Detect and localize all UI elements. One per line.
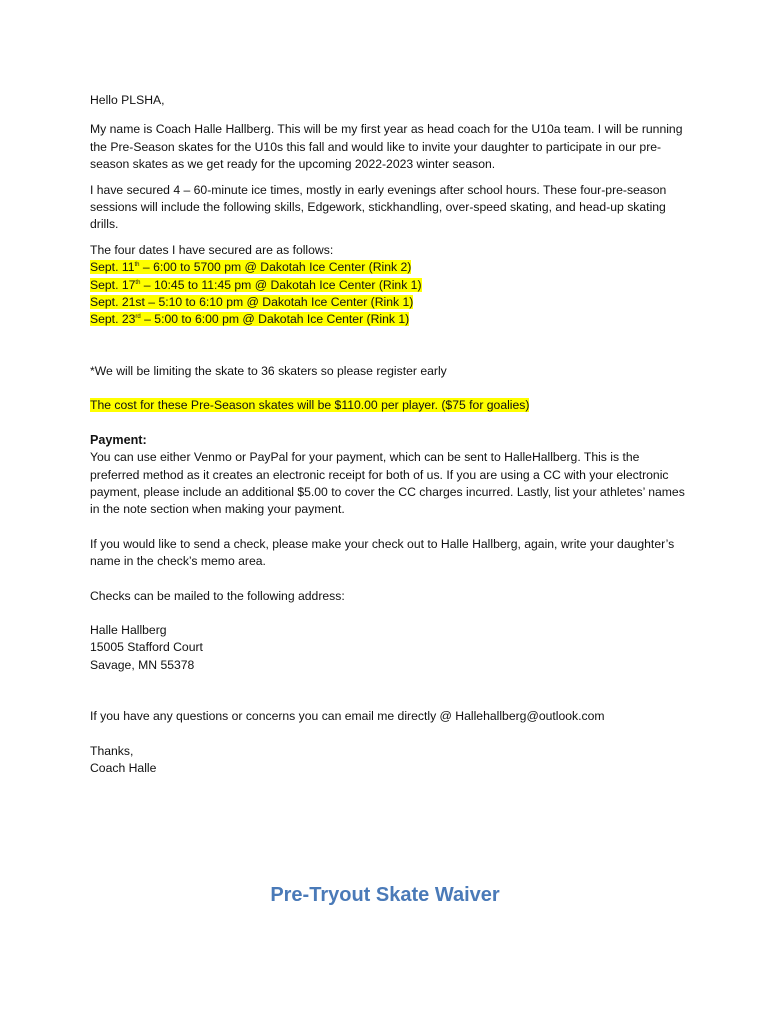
- dates-list: [90, 259, 690, 329]
- greeting: Hello PLSHA,: [90, 93, 165, 107]
- payment-heading: Payment:: [90, 432, 147, 447]
- signature: Coach Halle: [90, 760, 157, 775]
- date-item: [90, 259, 690, 276]
- intro-paragraph: My name is Coach Halle Hallberg. This will be my first year as head coach for the U10a team. I will be running the Pre-Season skates for the U10s this fall and would like to invite your daughter to participate in our pre-season skates as we get ready for the upcoming 2022-2023 winter season.: [90, 122, 683, 172]
- date-detail: – 10:45 to 11:45 pm @ Dakotah Ice Center (Rink 1): [140, 277, 422, 292]
- spacer: [90, 605, 690, 622]
- spacer: [90, 571, 690, 588]
- contact-line: If you have any questions or concerns you can email me directly @ Hallehallberg@outlook.com: [90, 709, 605, 724]
- letter-body: [90, 92, 690, 777]
- mailing-address: [90, 622, 690, 674]
- date-detail: – 6:00 to 5700 pm @ Dakotah Ice Center (Rink 2): [139, 260, 412, 275]
- dates-heading: The four dates I have secured are as follows:: [90, 242, 334, 257]
- ice-times-paragraph: I have secured 4 – 60-minute ice times, mostly in early evenings after school hours. These four-pre-season sessions will include the following skills, Edgework, stickhandling, over-speed skating, and head-up skating drills.: [90, 182, 667, 232]
- mail-heading: Checks can be mailed to the following address:: [90, 588, 345, 603]
- spacer: [90, 329, 690, 363]
- date-day: Sept. 23: [90, 312, 136, 327]
- date-day: Sept. 11: [90, 260, 135, 275]
- date-item: [90, 277, 690, 294]
- spacer: [90, 380, 690, 397]
- spacer: [90, 674, 690, 708]
- address-name: Halle Hallberg: [90, 622, 167, 637]
- date-day: Sept. 17: [90, 277, 136, 292]
- date-suffix: th: [135, 279, 141, 286]
- date-item: [90, 311, 690, 328]
- date-suffix: th: [134, 262, 140, 269]
- limit-note: *We will be limiting the skate to 36 skaters so please register early: [90, 363, 447, 378]
- signoff: Thanks,: [90, 743, 134, 758]
- address-street: 15005 Stafford Court: [90, 640, 203, 655]
- date-item: [90, 294, 690, 311]
- date-suffix: rd: [135, 314, 141, 321]
- waiver-title: Pre-Tryout Skate Waiver: [270, 884, 500, 906]
- date-detail: – 5:10 to 6:10 pm @ Dakotah Ice Center (Rink 1): [144, 295, 414, 310]
- date-detail: – 5:00 to 6:00 pm @ Dakotah Ice Center (Rink 1): [140, 312, 410, 327]
- payment-paragraph: You can use either Venmo or PayPal for your payment, which can be sent to HalleHallberg. This is the preferred method as it creates an electronic receipt for both of us. If you are using a CC with your electronic payment, please include an additional $5.00 to cover the CC charges incurred. Lastly, list your athletes’ names in the note section when making your payment.: [90, 450, 685, 517]
- check-paragraph: If you would like to send a check, please make your check out to Halle Hallberg, again, write your daughter’s name in the check’s memo area.: [90, 536, 675, 569]
- cost-line: [90, 397, 690, 414]
- address-city: Savage, MN 55378: [90, 657, 195, 672]
- spacer: [90, 415, 690, 432]
- date-day: Sept. 21st: [90, 295, 145, 310]
- cost-text: The cost for these Pre-Season skates will be $110.00 per player. ($75 for goalies): [90, 398, 530, 413]
- spacer: [90, 519, 690, 536]
- spacer: [90, 726, 690, 743]
